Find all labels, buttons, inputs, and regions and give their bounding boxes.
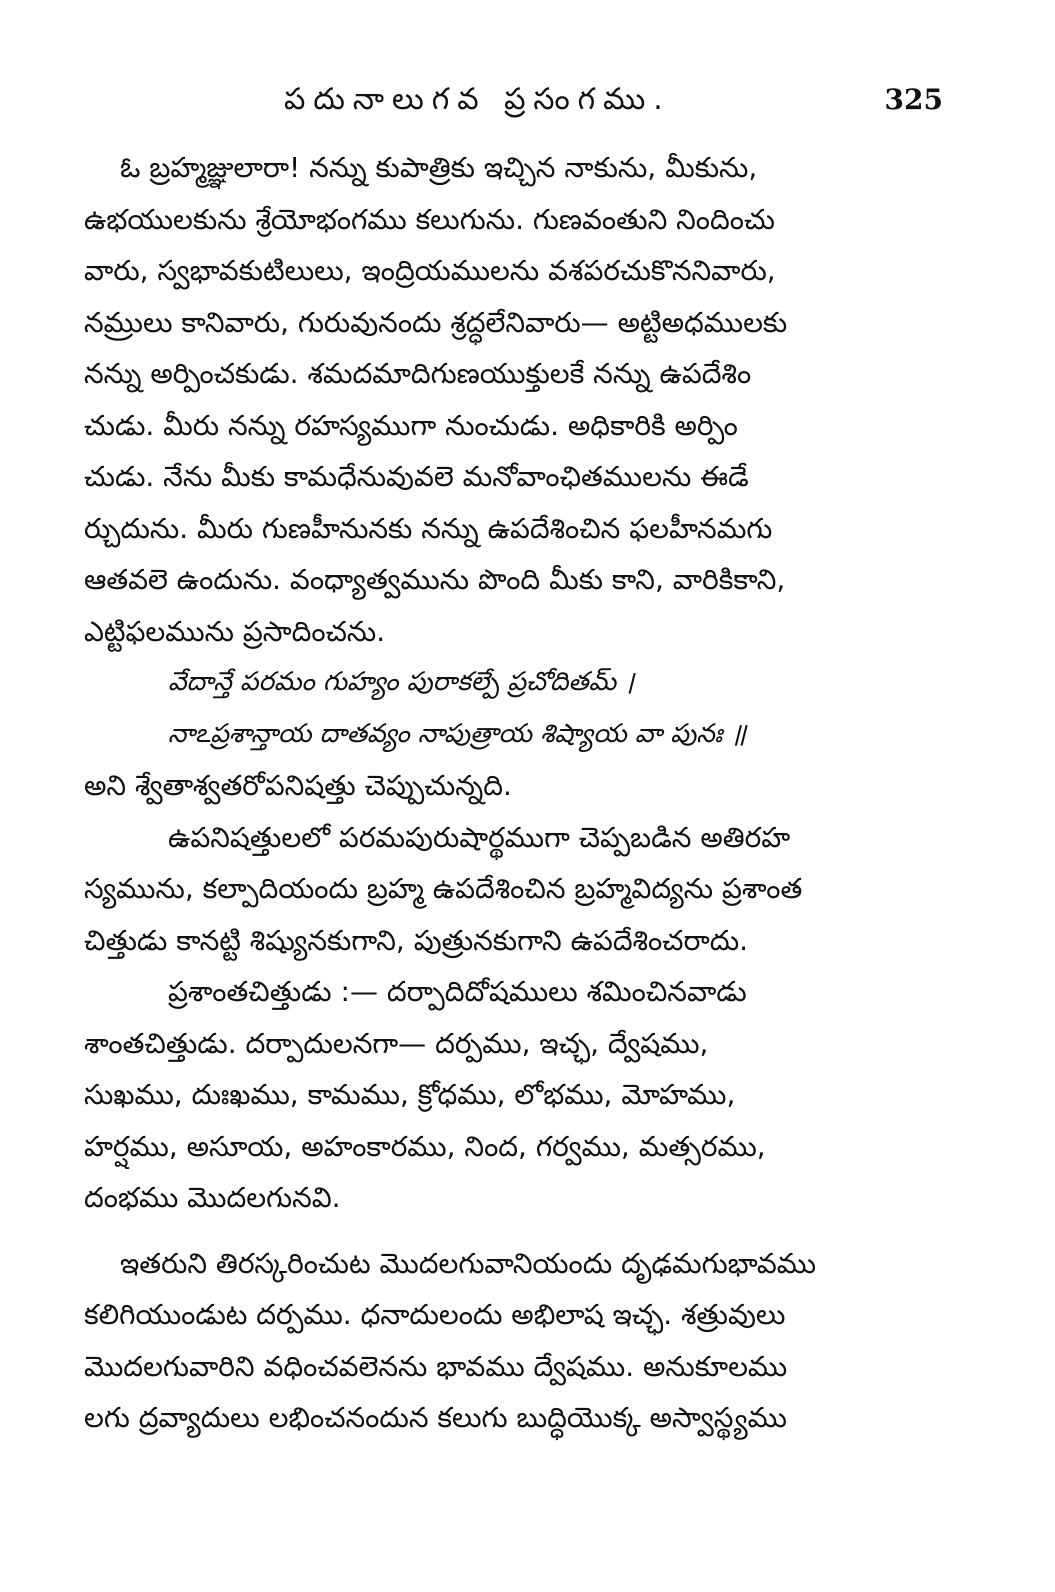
paragraph-gap [84,1224,937,1238]
text-line: ఎట్టిఫలమును ప్రసాదించను. [84,614,386,648]
text-line: అని శ్వేతాశ్వతరోపనిషత్తు చెప్పుచున్నది. [84,769,512,802]
text-line: హర్షము, అసూయ, అహంకారము, నింద, గర్వము, మత్సరము, [84,1129,766,1163]
text-line: చుడు. నేను మీకు కామధేనువువలె మనోవాంఛితములను ఈడే [84,460,749,493]
text-line: చిత్తుడు కానట్టి శిష్యునకుగాని, పుత్రునకుగాని ఉపదేశించరాదు. [84,923,749,957]
sanskrit-verse [84,657,937,760]
text-line: స్యమును, కల్పాదియందు బ్రహ్మ ఉపదేశించిన బ్రహ్మవిద్యను ప్రశాంత [84,872,803,905]
text-line: ఉభయులకును శ్రేయోభంగము కలుగును. గుణవంతుని నిందించు [84,202,775,236]
text-line: ఆతవలె ఉందును. వంధ్యాత్వమును పొంది మీకు కాని, వారికికాని, [84,563,786,596]
paragraph-citation [84,760,937,812]
paragraph-4 [84,966,937,1224]
text-line: నన్ను అర్పించకుడు. శమదమాదిగుణయుక్తులకే నన్ను ఉపదేశిం [84,357,752,390]
text-line: శాంతచిత్తుడు. దర్పాదులనగా— దర్పము, ఇచ్ఛ, ద్వేషము, [84,1026,709,1060]
paragraph-1 [84,142,937,657]
running-header [84,78,943,142]
text-line: చుడు. మీరు నన్ను రహస్యముగా నుంచుడు. అధికారికి అర్పిం [84,408,738,442]
text-line: మొదలగువారిని వధించవలెనను భావము ద్వేషము. అనుకూలము [84,1349,788,1383]
text-line: సుఖము, దుఃఖము, కామము, క్రోధము, లోభము, మోహము, [84,1078,736,1111]
page-number: 325 [884,83,943,116]
text-line: నమ్రులు కానివారు, గురువునందు శ్రద్ధలేనివారు— అట్టిఅధములకు [84,305,788,339]
verse-line: నాఽప్రశాన్తాయ దాతవ్యం నాపుత్రాయ శిష్యాయ వా పునః ॥ [168,718,747,749]
text-line: ఓ బ్రహ్మజ్ఞులారా! నన్ను కుపాత్రికు ఇచ్చిన నాకును, మీకును, [120,151,758,184]
text-line: దంభము మొదలగునవి. [84,1181,341,1214]
text-line: ప్రశాంతచిత్తుడు :— దర్పాదిదోషములు శమించినవాడు [168,975,747,1008]
text-line: వారు, స్వభావకుటిలులు, ఇంద్రియములను వశపరచుకొననివారు, [84,254,776,287]
paragraph-5 [84,1238,937,1444]
text-line: ఉపనిషత్తులలో పరమపురుషార్థముగా చెప్పబడిన అతిరహ [168,820,791,854]
paragraph-3 [84,812,937,967]
text-line: ర్చుదును. మీరు గుణహీనునకు నన్ను ఉపదేశించిన ఫలహీనమగు [84,511,773,545]
text-line: ఇతరుని తిరస్కరించుట మొదలగువానియందు దృఢమగుభావము [120,1246,817,1280]
text-line: లగు ద్రవ్యాదులు లభించనందున కలుగు బుద్ధియొక్క అస్వాస్థ్యము [84,1401,787,1434]
verse-line: వేదాన్తే పరమం గుహ్యం పురాకల్పే ప్రచోదితమ్ । [168,667,635,697]
chapter-title: పదునాలుగవ ప్రసంగము. [284,82,671,117]
text-line: కలిగియుండుట దర్పము. ధనాదులందు అభిలాష ఇచ్ఛ. శత్రువులు [84,1298,786,1331]
